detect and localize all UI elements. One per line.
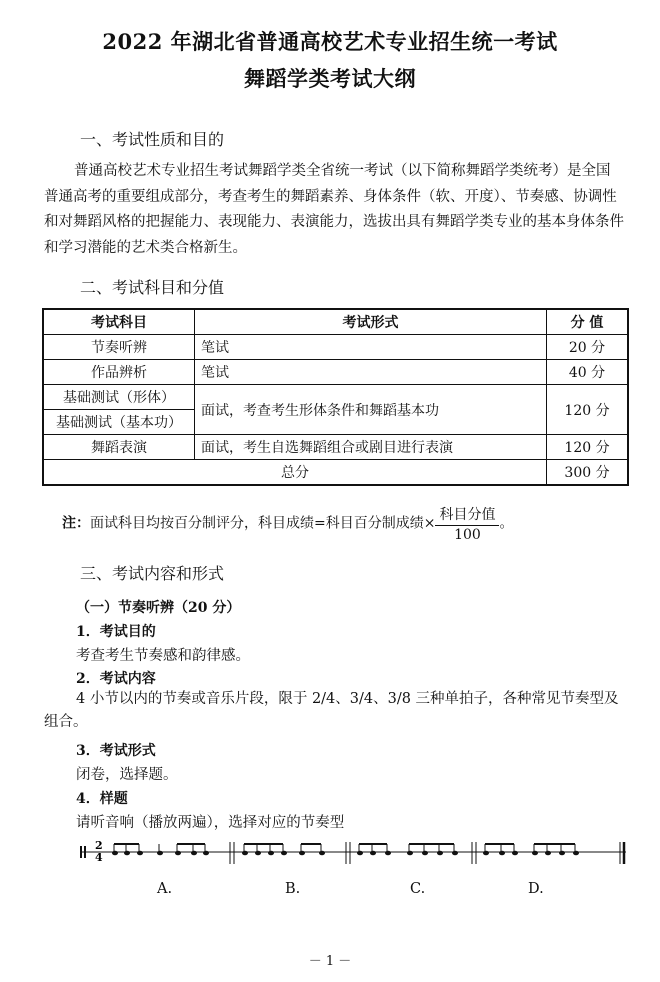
option-b: B. [285,881,301,897]
table-row [43,335,628,360]
item-3-text: 闭卷，选择题。 [76,767,178,783]
table-cell-form: 笔试 [195,335,547,360]
option-c: C. [410,881,426,897]
table-cell-subject: 基础测试（形体） [43,385,195,410]
table-row [43,385,628,410]
score-note [62,504,513,543]
rhythm-notation [70,836,630,870]
subsection-heading: （一）节奏听辨（20 分） [76,600,241,616]
document-title: 2022 年湖北省普通高校艺术专业招生统一考试 [102,29,558,54]
note-suffix: 。 [499,515,514,532]
table-header-form: 考试形式 [195,309,547,335]
table-header-row [43,309,628,335]
measure-d [483,844,579,855]
time-sig-top: 2 [95,839,103,852]
table-cell-form: 面试，考查考生形体条件和舞蹈基本功 [195,385,547,435]
option-a: A. [157,881,173,897]
table-cell-form: 面试，考生自选舞蹈组合或剧目进行表演 [195,435,547,460]
exam-subjects-table [42,308,629,486]
table-cell-subject: 作品辨析 [43,360,195,385]
item-1-label: 1．考试目的 [76,624,156,640]
item-2-label: 2．考试内容 [76,671,156,687]
table-header-subject: 考试科目 [43,309,195,335]
section-2-heading: 二、考试科目和分值 [80,278,225,297]
document-subtitle: 舞蹈学类考试大纲 [244,66,416,91]
table-cell-score: 20 分 [547,335,629,360]
item-4-label: 4．样题 [76,791,128,807]
table-cell-score: 40 分 [547,360,629,385]
table-total-score: 300 分 [547,460,629,486]
table-total-row [43,460,628,486]
table-cell-score: 120 分 [547,385,629,435]
note-prefix: 注： [62,515,90,532]
section-1-paragraph: 普通高校艺术专业招生考试舞蹈学类全省统一考试（以下简称舞蹈学类统考）是全国普通高考的重要组成部分，考查考生的舞蹈素养、身体条件（软、开度）、节奏感、协调性和对舞蹈风格的把握能力、表现能力、表演能力，选拔出具有舞蹈学类专业的基本身体条件和学习潜能的艺术类合格新生。 [44,163,624,256]
table-header-score: 分 值 [547,309,629,335]
fraction-numerator: 科目分值 [435,504,499,526]
table-cell-subject: 节奏听辨 [43,335,195,360]
table-total-label: 总分 [43,460,547,486]
section-1-heading: 一、考试性质和目的 [80,130,225,149]
note-fraction [435,504,499,543]
table-row [43,360,628,385]
table-cell-score: 120 分 [547,435,629,460]
item-1-text: 考查考生节奏感和韵律感。 [76,648,250,664]
fraction-denominator: 100 [454,527,481,543]
time-sig-bottom: 4 [95,851,103,864]
measure-c [357,844,458,855]
table-row [43,435,628,460]
section-3-heading: 三、考试内容和形式 [80,564,225,583]
table-cell-subject: 舞蹈表演 [43,435,195,460]
item-4-text: 请听音响（播放两遍），选择对应的节奏型 [76,815,345,831]
item-2-text: 4 小节以内的节奏或音乐片段，限于 2/4、3/4、3/8 三种单拍子，各种常见节奏型及组合。 [44,691,619,730]
table-cell-form: 笔试 [195,360,547,385]
measure-a [112,844,209,855]
measure-b [242,844,325,855]
note-text: 面试科目均按百分制评分，科目成绩=科目百分制成绩× [90,515,436,532]
option-d: D. [528,881,544,897]
item-3-label: 3．考试形式 [76,743,156,759]
table-cell-subject: 基础测试（基本功） [43,410,195,435]
page-number: － 1 － [308,954,352,969]
